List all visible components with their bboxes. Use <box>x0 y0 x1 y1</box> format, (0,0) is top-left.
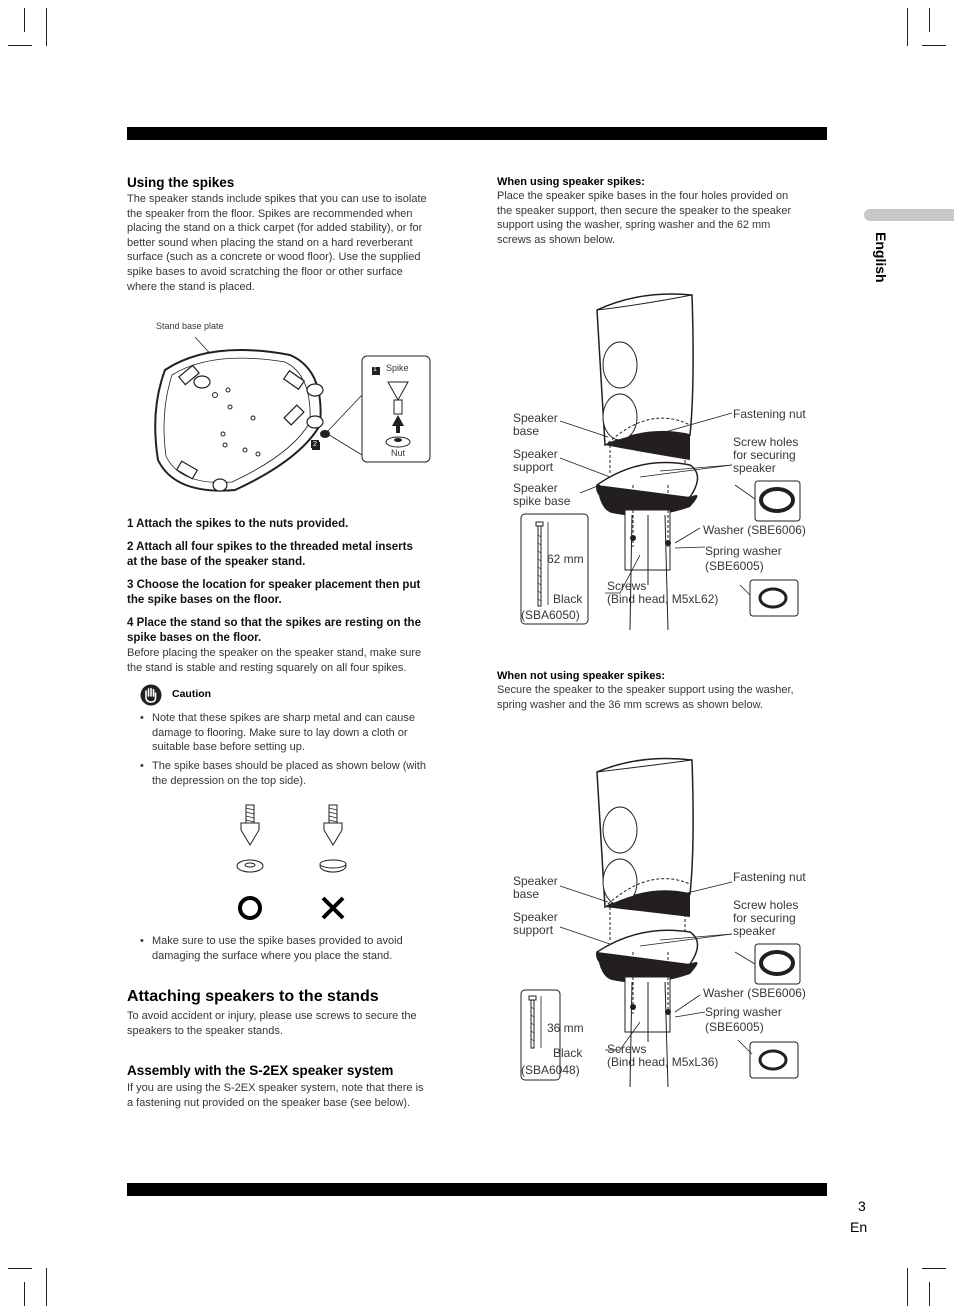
label-screw-holes-2: Screw holes for securing speaker <box>733 898 799 938</box>
stand-base-figure <box>150 330 470 500</box>
assembly-body: If you are using the S-2EX speaker system, note that there is a fastening nut provided on the speaker base (see below). <box>127 1082 424 1109</box>
crop-mark <box>907 1268 908 1306</box>
with-spikes-body: Place the speaker spike bases in the four holes provided on the speaker support, then secure the speaker to the speaker support using the washer, spring washer and the 62 mm screws as shown below. <box>497 190 792 246</box>
language-code: En <box>850 1219 868 1235</box>
label-speaker-base: Speaker base <box>513 411 558 438</box>
bullet-1: • Note that these spikes are sharp metal and can cause damage to flooring. Make sure to lay down a cloth or suitable base before setting up. <box>140 711 472 755</box>
caution-label: Caution <box>172 688 212 700</box>
language-tab <box>864 209 954 221</box>
label-washer-2: Washer (SBE6006) <box>703 986 806 1000</box>
label-speaker-support-2: Speaker support <box>513 910 558 937</box>
section-title-attaching: Attaching speakers to the stands <box>127 988 379 1005</box>
crop-mark <box>907 8 908 46</box>
label-speaker-base-2: Speaker base <box>513 874 558 901</box>
without-spikes-body: Secure the speaker to the speaker support using the washer, spring washer and the 36 mm screws as shown below. <box>497 684 794 711</box>
label-screws: Screws (Bind head, M5xL62) <box>607 579 719 606</box>
label-spike: Spike <box>386 363 409 373</box>
label-speaker-support: Speaker support <box>513 447 558 474</box>
section-title-assembly: Assembly with the S-2EX speaker system <box>127 1063 394 1078</box>
label-part-number-2: (SBA6048) <box>521 1063 580 1077</box>
label-spring-washer-2: Spring washer (SBE6005) <box>705 1005 782 1034</box>
crop-mark <box>46 8 47 46</box>
step-1: 1 Attach the spikes to the nuts provided. <box>127 518 349 530</box>
caution-hand-icon <box>140 684 162 706</box>
label-screw-length: 62 mm <box>547 552 584 566</box>
label-fastening-nut: Fastening nut <box>733 407 806 421</box>
bullet-2: • The spike bases should be placed as shown below (with the depression on the top side). <box>140 759 472 788</box>
crop-mark <box>24 1282 25 1306</box>
label-screw-holes: Screw holes for securing speaker <box>733 435 799 475</box>
bullet-3: • Make sure to use the spike bases provided to avoid damaging the surface where you place the stand. <box>140 934 472 963</box>
step-4: 4 Place the stand so that the spikes are resting on the spike bases on the floor. <box>127 617 421 644</box>
marker-2: 2 <box>313 441 317 448</box>
crop-mark <box>929 8 930 32</box>
spikes-body: The speaker stands include spikes that you can use to isolate the speaker from the floor. Spikes are recommended when placing the stand on a thick carpet (for added stability), or for better sound when placing the stand on a hard reverberant surface (such as a concrete or wood floor). Use the supplied spike bases to avoid scratching the floor or other surface where the stand is placed. <box>127 193 427 293</box>
header-bar <box>127 127 827 140</box>
with-spikes-title: When using speaker spikes: <box>497 176 645 188</box>
step-2: 2 Attach all four spikes to the threaded metal inserts at the base of the speaker stand. <box>127 541 413 568</box>
label-spring-washer: Spring washer (SBE6005) <box>705 544 782 573</box>
crop-mark <box>8 45 32 46</box>
label-screw-length-2: 36 mm <box>547 1021 584 1035</box>
section-title-spikes: Using the spikes <box>127 175 235 190</box>
without-spikes-title: When not using speaker spikes: <box>497 670 666 682</box>
crop-mark <box>8 1268 32 1269</box>
crop-mark <box>929 1282 930 1306</box>
crop-mark <box>24 8 25 32</box>
language-label: English <box>873 232 889 283</box>
crop-mark <box>46 1268 47 1306</box>
attaching-body: To avoid accident or injury, please use screws to secure the speakers to the speaker stands. <box>127 1010 417 1037</box>
label-fastening-nut-2: Fastening nut <box>733 870 806 884</box>
step-3: 3 Choose the location for speaker placement then put the spike bases on the floor. <box>127 579 421 606</box>
label-spike-base: Speaker spike base <box>513 481 571 508</box>
label-black-2: Black <box>553 1046 583 1060</box>
marker-1: 1 <box>373 366 377 373</box>
step-4-body: Before placing the speaker on the speaker stand, make sure the stand is stable and resting squarely on all four spikes. <box>127 647 422 674</box>
crop-mark <box>922 1268 946 1269</box>
page-number: 3 <box>858 1198 866 1214</box>
label-part-number: (SBA6050) <box>521 608 580 622</box>
label-black: Black <box>553 592 583 606</box>
label-stand-base-plate: Stand base plate <box>156 321 224 331</box>
spike-placement-figure <box>225 805 355 925</box>
footer-bar <box>127 1183 827 1196</box>
label-screws-2: Screws (Bind head, M5xL36) <box>607 1042 719 1069</box>
label-washer: Washer (SBE6006) <box>703 523 806 537</box>
crop-mark <box>922 45 946 46</box>
label-nut: Nut <box>391 448 406 458</box>
